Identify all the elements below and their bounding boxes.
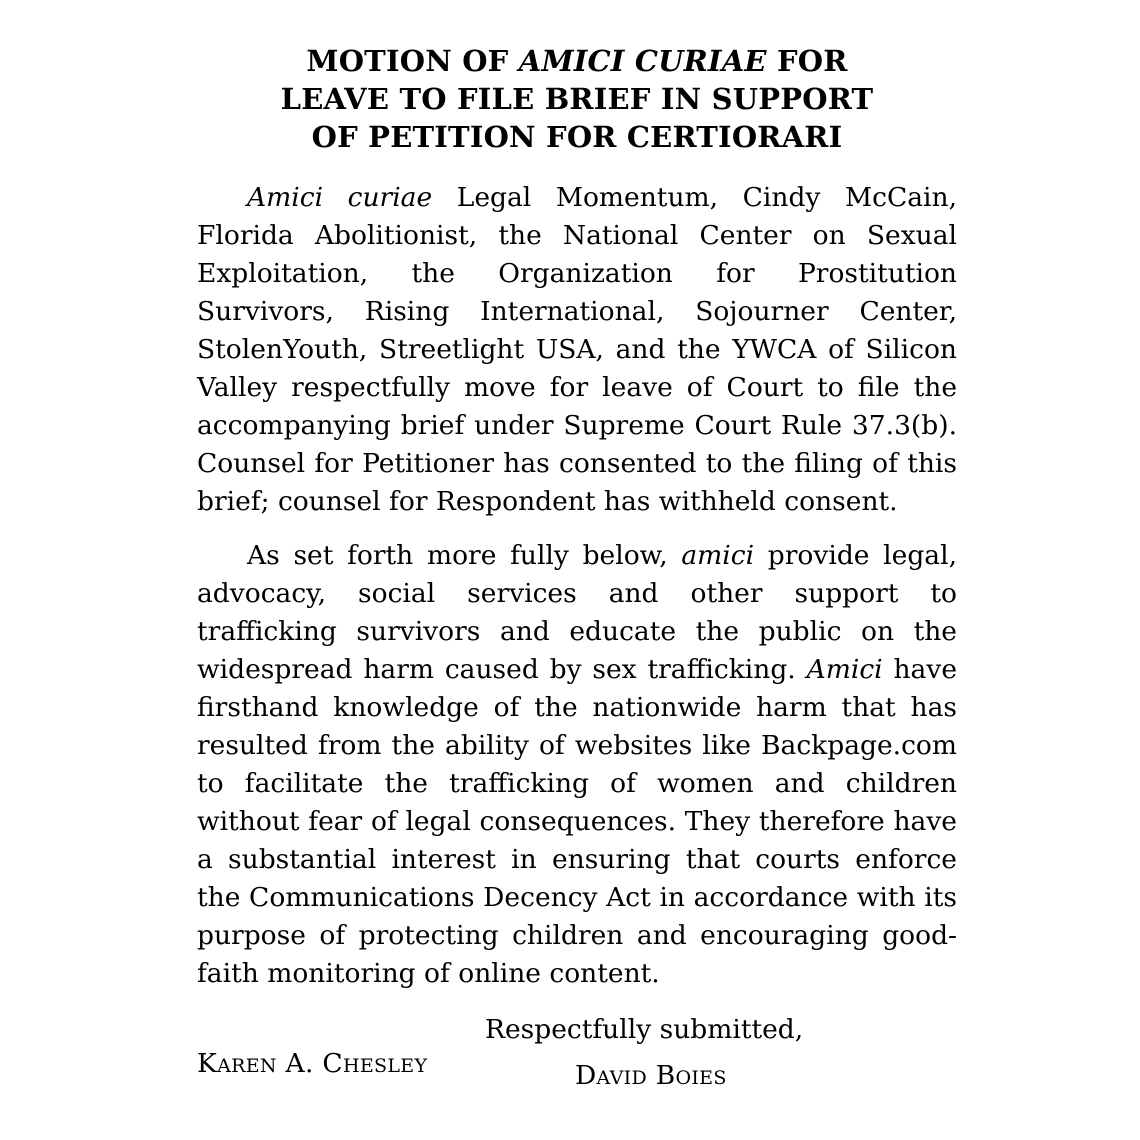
paragraph-movants	[197, 179, 957, 521]
latin-phrase: amici	[681, 540, 755, 571]
latin-phrase: Amici curiae	[247, 182, 433, 213]
paragraph-text: provide legal, advocacy, social services and other support to trafficking survivors and educate the public on the widespread harm caused by sex trafficking.	[197, 540, 957, 685]
latin-phrase: Amici	[806, 654, 883, 685]
paragraph-interest	[197, 537, 957, 993]
title-run: OF PETITION FOR CERTIORARI	[311, 120, 843, 154]
title-line-2	[197, 80, 957, 118]
respectfully-submitted-line: Respectfully submitted,	[485, 1014, 804, 1045]
signature-block	[197, 1045, 957, 1105]
title-line-3	[197, 118, 957, 156]
paragraph-text: have firsthand knowledge of the nationwide harm that has resulted from the ability of websites like Backpage.com to facilitate the trafficking of women and children without fear of legal consequences. They therefore have a substantial interest in ensuring that courts enforce the Communications Decency Act in accordance with its purpose of protecting children and encouraging good-faith monitoring of online content.	[197, 654, 958, 989]
title-line-1	[197, 42, 957, 80]
title-run: LEAVE TO FILE BRIEF IN SUPPORT	[280, 82, 874, 116]
title-run: MOTION OF	[306, 44, 519, 78]
signature-right-counsel-name: David Boies	[575, 1060, 727, 1091]
motion-title	[197, 42, 957, 156]
text-column	[197, 42, 957, 1105]
signature-left-counsel-name: Karen A. Chesley	[197, 1048, 428, 1079]
paragraph-text: As set forth more fully below,	[247, 540, 682, 571]
paragraph-text: Legal Momentum, Cindy McCain, Florida Abolitionist, the National Center on Sexual Exploitation, the Organization for Prostitution Survivors, Rising International, Sojourner Center, StolenYouth, Streetlight USA, and the YWCA of Silicon Valley respectfully move for leave of Court to file the accompanying brief under Supreme Court Rule 37.3(b). Counsel for Petitioner has consented to the filing of this brief; counsel for Respondent has withheld consent.	[197, 182, 958, 517]
title-run-italic: AMICI CURIAE	[518, 44, 767, 78]
title-run: FOR	[766, 44, 848, 78]
